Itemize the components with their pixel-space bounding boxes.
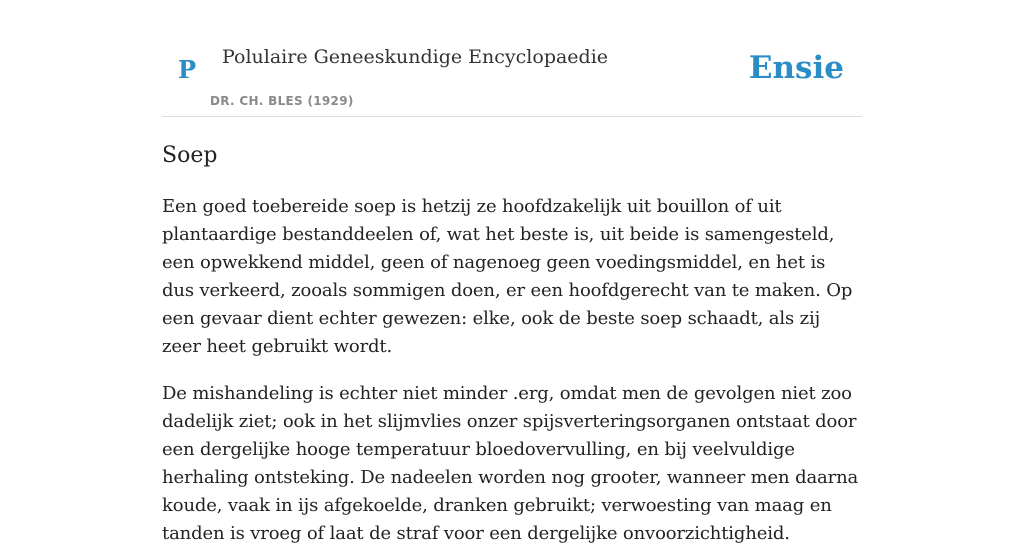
book-title[interactable]: Polulaire Geneeskundige Encyclopaedie xyxy=(222,46,609,68)
article-paragraph: Een goed toebereide soep is hetzij ze hoofdzakelijk uit bouillon of uit plantaardige bestanddeelen of, wat het beste is, uit beide is samengesteld, een opwekkend middel, geen of nagenoeg geen voedingsmiddel, en het is dus verkeerd, zooals sommigen doen, er een hoofdgerecht van te maken. Op een gevaar dient echter gewezen: elke, ook de beste soep schaadt, als zij zeer heet gebruikt wordt. xyxy=(162,196,853,357)
page-header xyxy=(162,0,862,117)
page xyxy=(162,0,862,548)
article-paragraph: De mishandeling is echter niet minder .erg, omdat men de gevolgen niet zoo dadelijk ziet; ook in het slijmvlies onzer spijsverteringsorganen ontstaat door een dergelijke hooge temperatuur bloedovervulling, en bij veelvuldige herhaling ontsteking. De nadeelen worden nog grooter, wanneer men daarna koude, vaak in ijs afgekoelde, dranken gebruikt; verwoesting van maag en tanden is vroeg of laat de straf voor een dergelijke onvoorzichtigheid. xyxy=(162,383,859,544)
book-badge[interactable]: P xyxy=(178,55,197,84)
article-title: Soep xyxy=(162,143,218,168)
book-author: DR. CH. BLES (1929) xyxy=(210,94,354,108)
brand-logo[interactable]: Ensie xyxy=(748,50,844,86)
